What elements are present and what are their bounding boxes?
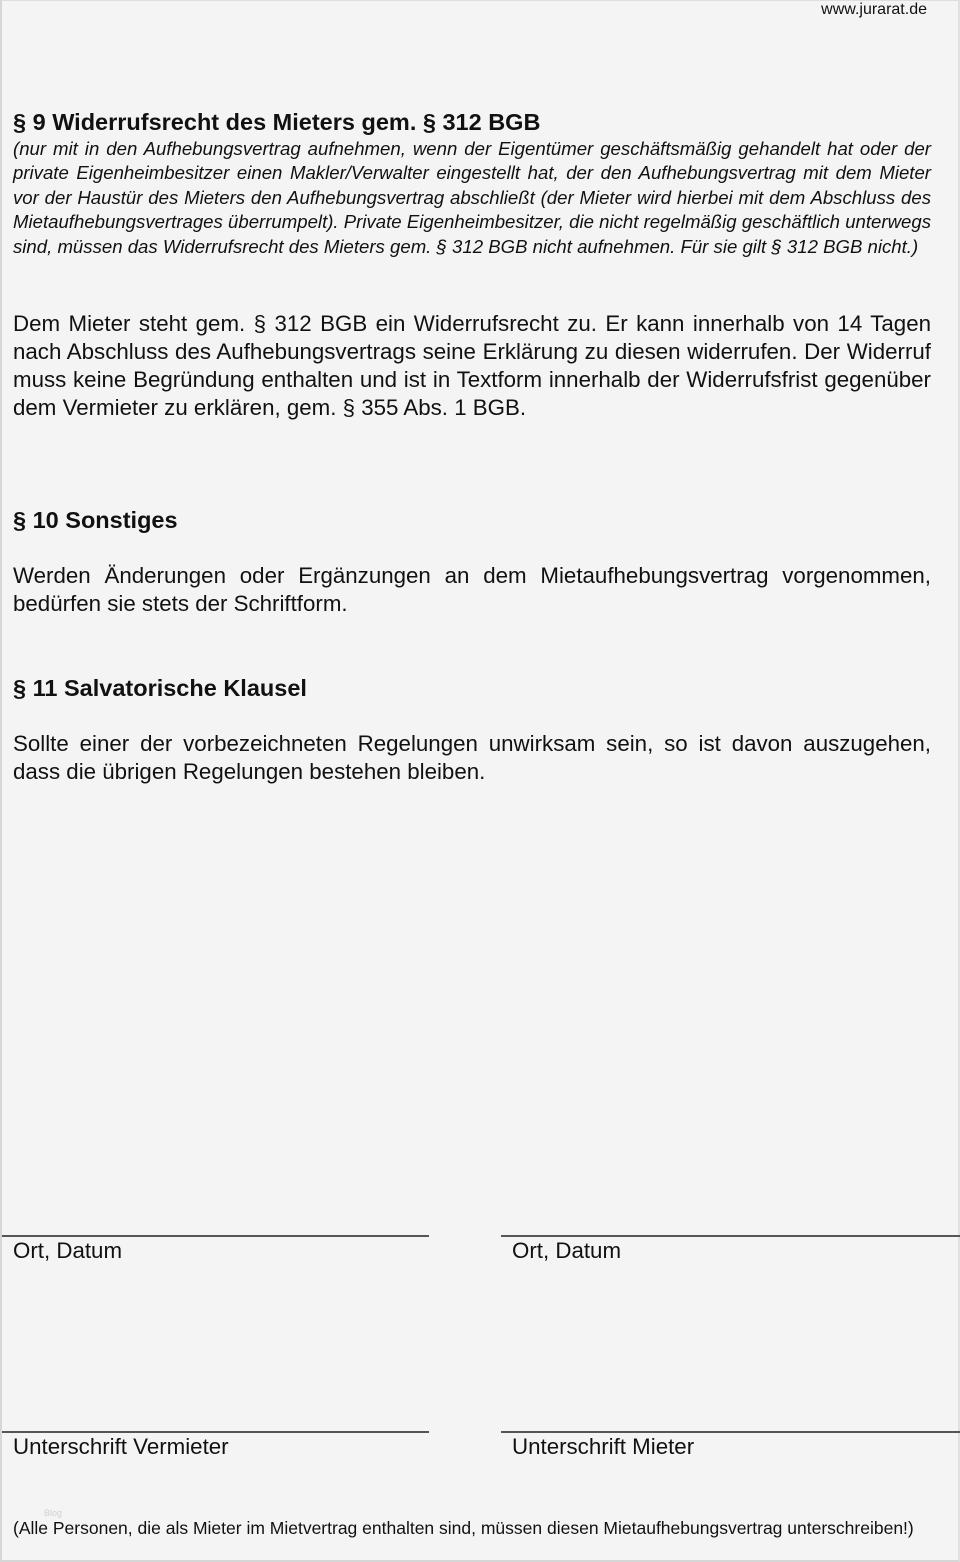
landlord-signature-line (2, 1431, 429, 1433)
site-url: www.jurarat.de (821, 1, 927, 18)
section-9-body: Dem Mieter steht gem. § 312 BGB ein Widerrufsrecht zu. Er kann innerhalb von 14 Tagen nach Abschluss des Aufhebungsvertrags seine Erklärung zu diesen widerrufen. Der Widerruf muss keine Begründung enthalten und ist in Textform innerhalb der Widerrufsfrist gegenüber dem Vermieter zu erklären, gem. § 355 Abs. 1 BGB. (13, 311, 931, 420)
section-11-body: Sollte einer der vorbezeichneten Regelungen unwirksam sein, so ist davon auszugehen, dass die übrigen Regelungen bestehen bleiben. (13, 731, 931, 784)
section-10-heading: § 10 Sonstiges (13, 507, 178, 533)
section-9-heading: § 9 Widerrufsrecht des Mieters gem. § 312 BGB (13, 109, 541, 135)
left-date-line (2, 1235, 429, 1237)
section-10-body: Werden Änderungen oder Ergänzungen an dem Mietaufhebungsvertrag vorgenommen, bedürfen sie stets der Schriftform. (13, 563, 931, 616)
section-11-heading: § 11 Salvatorische Klausel (13, 675, 307, 701)
left-date-label: Ort, Datum (13, 1238, 123, 1263)
tenant-signature-label: Unterschrift Mieter (512, 1434, 695, 1459)
watermark: Blog (44, 1508, 63, 1518)
right-date-label: Ort, Datum (512, 1238, 622, 1263)
right-date-line (501, 1235, 960, 1237)
section-9-note: (nur mit in den Aufhebungsvertrag aufnehmen, wenn der Eigentümer geschäftsmäßig gehandelt hat oder der private Eigenheimbesitzer einen Makler/Verwalter eingestellt hat, der den Aufhebungsvertrag mit dem Mieter vor der Haustür des Mieters den Aufhebungsvertrag abschließt (der Mieter wird hierbei mit dem Abschluss des Mietaufhebungsvertrages überrumpelt). Private Eigenheimbesitzer, die nicht regelmäßig geschäftlich unterwegs sind, müssen das Widerrufsrecht des Mieters gem. § 312 BGB nicht aufnehmen. Für sie gilt § 312 BGB nicht.) (13, 138, 931, 257)
tenant-signature-line (501, 1431, 960, 1433)
landlord-signature-label: Unterschrift Vermieter (13, 1434, 229, 1459)
footnote: (Alle Personen, die als Mieter im Mietvertrag enthalten sind, müssen diesen Mietaufhebungsvertrag unterschreiben!) (13, 1518, 914, 1538)
